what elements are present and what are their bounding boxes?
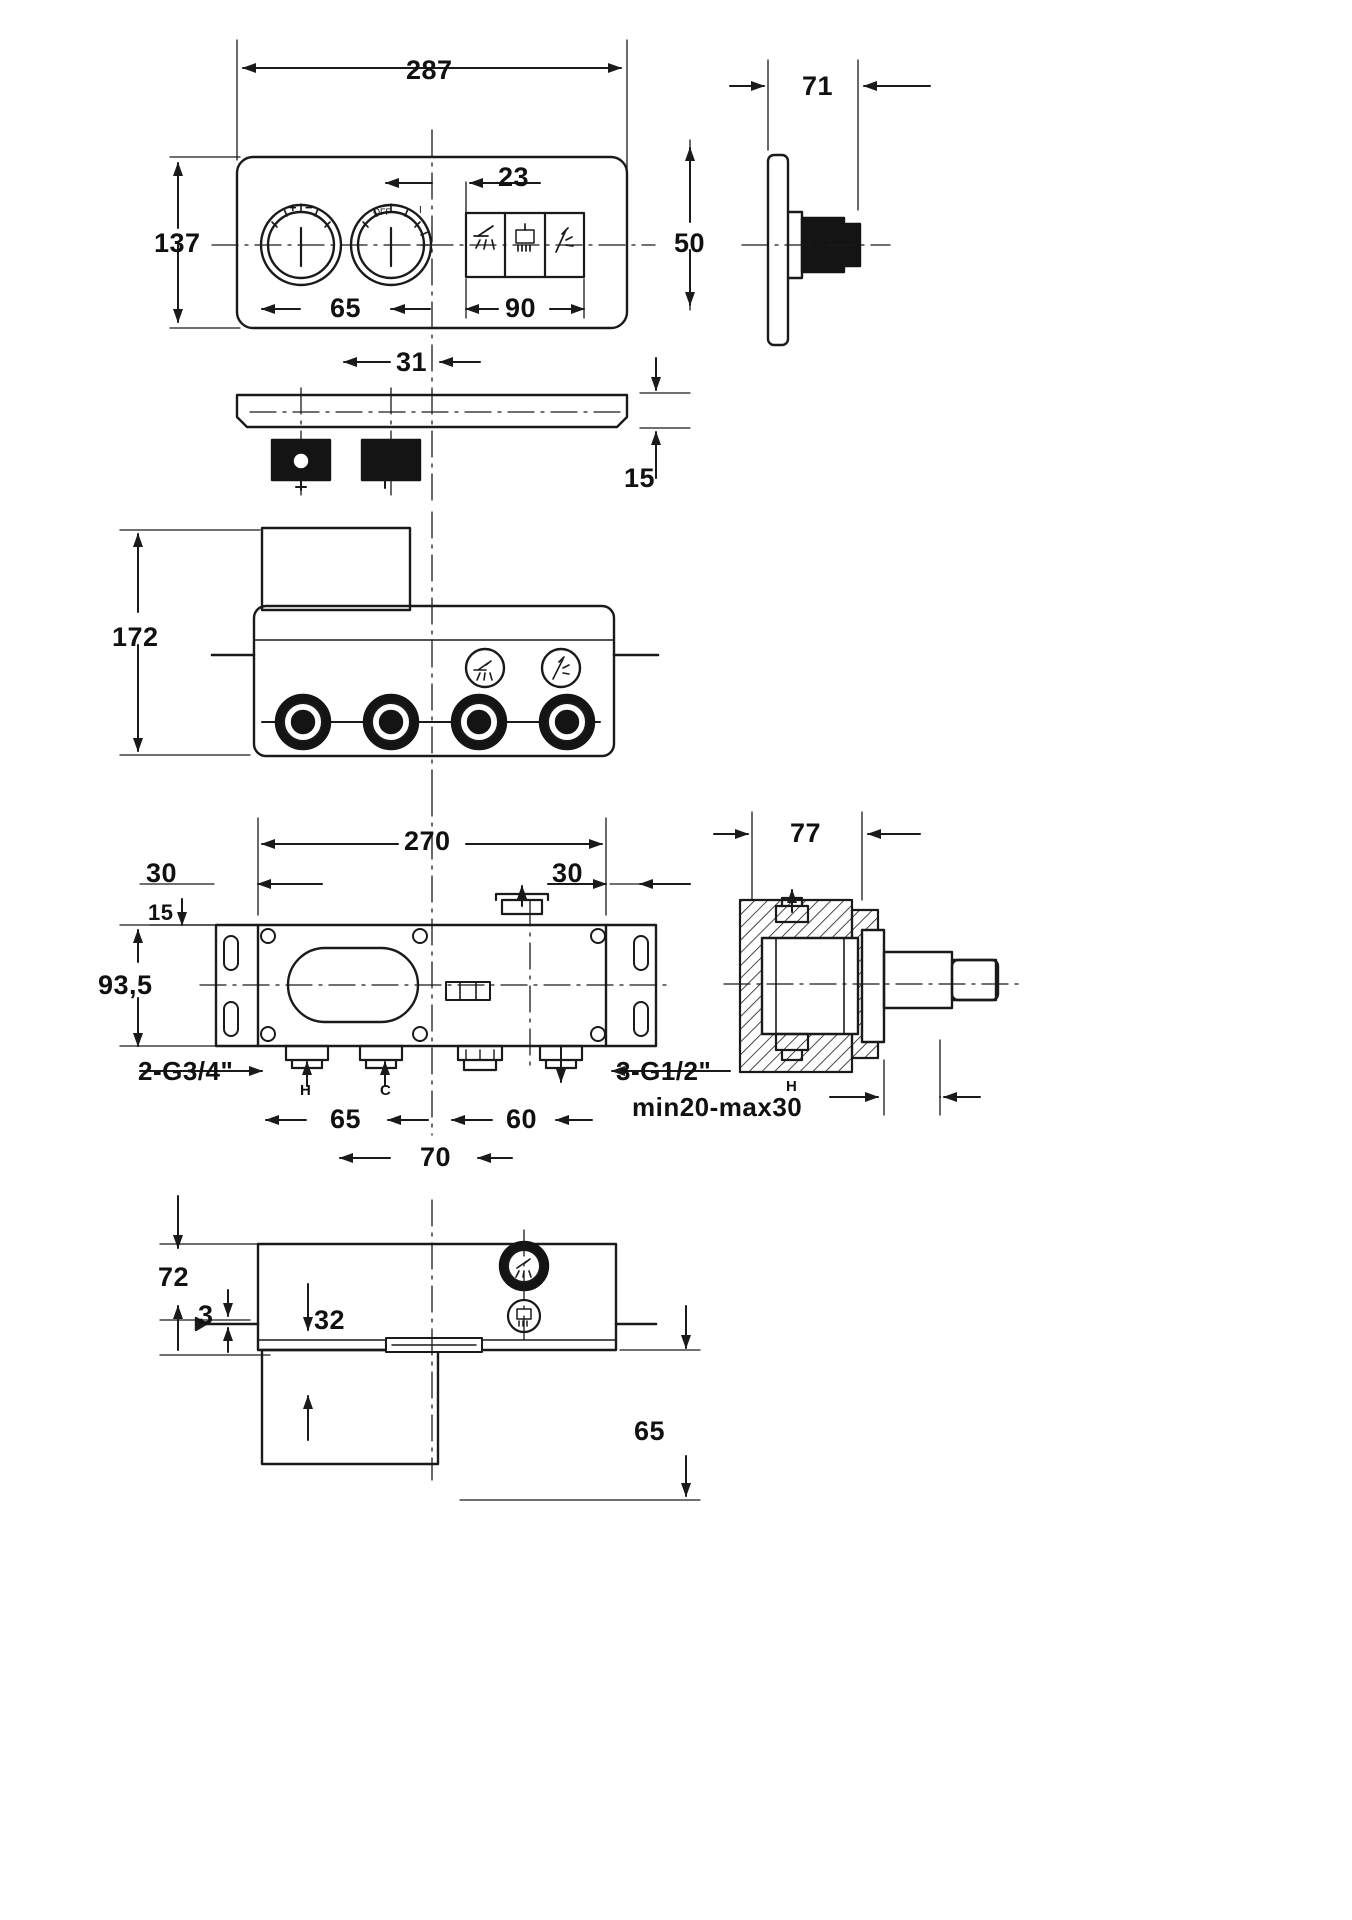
marker-cold: C bbox=[380, 1082, 391, 1099]
dimension-3: 3 bbox=[198, 1300, 214, 1330]
dimension-65-bottom: 65 bbox=[634, 1416, 666, 1446]
side-trim-view bbox=[730, 60, 930, 345]
volume-dial-off-label: OFF bbox=[373, 207, 391, 217]
dimension-270: 270 bbox=[404, 826, 451, 856]
marker-hot-section: H bbox=[786, 1078, 797, 1095]
dimension-287: 287 bbox=[406, 55, 453, 85]
marker-hot: H bbox=[300, 1082, 311, 1099]
dimension-15-top: 15 bbox=[624, 463, 656, 493]
dimension-23: 23 bbox=[498, 162, 530, 192]
dimension-137: 137 bbox=[154, 228, 201, 258]
dimension-31: 31 bbox=[396, 347, 428, 377]
top-trim-view bbox=[237, 358, 690, 495]
valve-body-front-view bbox=[120, 512, 658, 790]
volume-dial-open-label: I bbox=[419, 205, 422, 216]
temp-dial-minus-label: − bbox=[305, 200, 313, 215]
dimension-71: 71 bbox=[802, 71, 834, 101]
note-wall-depth: min20-max30 bbox=[632, 1092, 803, 1122]
dimension-32: 32 bbox=[314, 1305, 346, 1335]
temp-dial-plus-label: + bbox=[289, 200, 297, 215]
dimension-90: 90 bbox=[505, 293, 537, 323]
dimension-65-front: 65 bbox=[330, 293, 362, 323]
dimension-72: 72 bbox=[158, 1262, 190, 1292]
dimension-172: 172 bbox=[112, 622, 159, 652]
note-3-g12: 3-G1/2" bbox=[616, 1056, 712, 1086]
rough-in-section-view bbox=[714, 812, 1020, 1115]
bottom-view bbox=[160, 1196, 700, 1500]
dimension-15-plan: 15 bbox=[148, 900, 174, 925]
front-trim-view bbox=[170, 40, 690, 500]
dimension-30-right: 30 bbox=[552, 858, 584, 888]
dimension-77: 77 bbox=[790, 818, 822, 848]
dimension-93-5: 93,5 bbox=[98, 970, 153, 1000]
dimension-65-plan: 65 bbox=[330, 1104, 362, 1134]
dimension-60: 60 bbox=[506, 1104, 538, 1134]
note-2-g34: 2-G3/4" bbox=[138, 1056, 234, 1086]
dimension-50: 50 bbox=[674, 228, 706, 258]
dimension-30-left: 30 bbox=[146, 858, 178, 888]
dimension-70: 70 bbox=[420, 1142, 452, 1172]
